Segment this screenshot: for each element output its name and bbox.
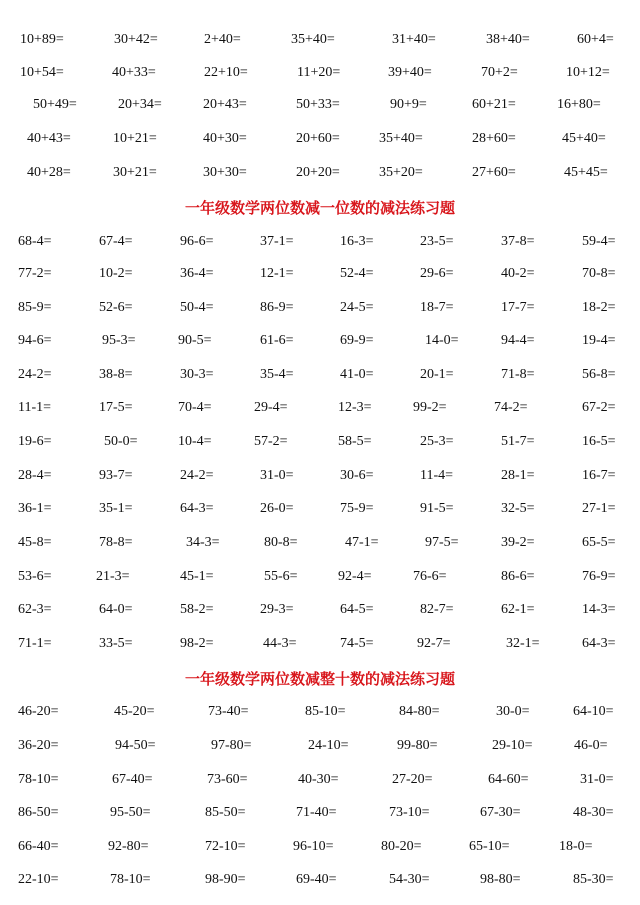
problem: 11-4= — [420, 468, 454, 483]
problem: 95-3= — [102, 333, 136, 348]
problem: 72-10= — [205, 839, 246, 854]
section2-row — [0, 535, 640, 565]
problem: 97-5= — [425, 535, 459, 550]
problem: 20+34= — [118, 97, 162, 112]
section2-row — [0, 602, 640, 632]
problem: 50-0= — [104, 434, 138, 449]
problem: 28+60= — [472, 131, 516, 146]
problem: 10-4= — [178, 434, 212, 449]
problem: 24-5= — [340, 300, 374, 315]
problem: 25-3= — [420, 434, 454, 449]
problem: 62-3= — [18, 602, 52, 617]
problem: 10+54= — [20, 65, 64, 80]
problem: 40+28= — [27, 165, 71, 180]
problem: 94-50= — [115, 738, 156, 753]
problem: 45-1= — [180, 569, 214, 584]
problem: 44-3= — [263, 636, 297, 651]
problem: 84-80= — [399, 704, 440, 719]
section2-row — [0, 266, 640, 296]
section2-row — [0, 501, 640, 531]
section2-row — [0, 636, 640, 666]
problem: 35+40= — [379, 131, 423, 146]
problem: 62-1= — [501, 602, 535, 617]
problem: 96-6= — [180, 234, 214, 249]
problem: 22-10= — [18, 872, 59, 887]
problem: 16-5= — [582, 434, 616, 449]
problem: 50+49= — [33, 97, 77, 112]
problem: 40-30= — [298, 772, 339, 787]
problem: 50-4= — [180, 300, 214, 315]
problem: 94-6= — [18, 333, 52, 348]
problem: 16-7= — [582, 468, 616, 483]
section3-title: 一年级数学两位数减整十数的减法练习题 — [184, 670, 455, 688]
problem: 86-9= — [260, 300, 294, 315]
problem: 51-7= — [501, 434, 535, 449]
problem: 69-40= — [296, 872, 337, 887]
problem: 80-8= — [264, 535, 298, 550]
problem: 40-2= — [501, 266, 535, 281]
problem: 64-10= — [573, 704, 614, 719]
problem: 28-1= — [501, 468, 535, 483]
problem: 18-2= — [582, 300, 616, 315]
problem: 98-80= — [480, 872, 521, 887]
problem: 75-9= — [340, 501, 374, 516]
problem: 93-7= — [99, 468, 133, 483]
problem: 22+10= — [204, 65, 248, 80]
problem: 58-2= — [180, 602, 214, 617]
problem: 30+42= — [114, 32, 158, 47]
problem: 20+60= — [296, 131, 340, 146]
section3-row — [0, 872, 640, 902]
section3-row — [0, 738, 640, 768]
problem: 38+40= — [486, 32, 530, 47]
problem: 29-10= — [492, 738, 533, 753]
problem: 64-60= — [488, 772, 529, 787]
section1-row — [0, 131, 640, 161]
problem: 35+20= — [379, 165, 423, 180]
problem: 12-3= — [338, 400, 372, 415]
problem: 96-10= — [293, 839, 334, 854]
problem: 11+20= — [297, 65, 341, 80]
problem: 32-1= — [506, 636, 540, 651]
problem: 40+33= — [112, 65, 156, 80]
problem: 64-3= — [582, 636, 616, 651]
problem: 29-3= — [260, 602, 294, 617]
problem: 31-0= — [260, 468, 294, 483]
problem: 55-6= — [264, 569, 298, 584]
problem: 71-8= — [501, 367, 535, 382]
problem: 46-20= — [18, 704, 59, 719]
problem: 16-3= — [340, 234, 374, 249]
problem: 29-4= — [254, 400, 288, 415]
problem: 14-3= — [582, 602, 616, 617]
problem: 28-4= — [18, 468, 52, 483]
problem: 99-80= — [397, 738, 438, 753]
problem: 71-40= — [296, 805, 337, 820]
problem: 52-4= — [340, 266, 374, 281]
problem: 46-0= — [574, 738, 608, 753]
section2-row — [0, 569, 640, 599]
section2-row — [0, 468, 640, 498]
problem: 24-10= — [308, 738, 349, 753]
problem: 98-2= — [180, 636, 214, 651]
problem: 30-6= — [340, 468, 374, 483]
problem: 31+40= — [392, 32, 436, 47]
problem: 37-1= — [260, 234, 294, 249]
problem: 38-8= — [99, 367, 133, 382]
problem: 54-30= — [389, 872, 430, 887]
problem: 29-6= — [420, 266, 454, 281]
problem: 70-8= — [582, 266, 616, 281]
problem: 24-2= — [18, 367, 52, 382]
problem: 47-1= — [345, 535, 379, 550]
problem: 10+12= — [566, 65, 610, 80]
problem: 40+43= — [27, 131, 71, 146]
section1-row — [0, 65, 640, 95]
problem: 45-20= — [114, 704, 155, 719]
problem: 32-5= — [501, 501, 535, 516]
problem: 85-30= — [573, 872, 614, 887]
section2-row — [0, 333, 640, 363]
problem: 19-4= — [582, 333, 616, 348]
problem: 85-50= — [205, 805, 246, 820]
problem: 60+21= — [472, 97, 516, 112]
section1-row — [0, 32, 640, 62]
problem: 14-0= — [425, 333, 459, 348]
problem: 78-10= — [18, 772, 59, 787]
section2-row — [0, 367, 640, 397]
section3-row — [0, 805, 640, 835]
problem: 10+89= — [20, 32, 64, 47]
problem: 19-6= — [18, 434, 52, 449]
problem: 36-1= — [18, 501, 52, 516]
problem: 21-3= — [96, 569, 130, 584]
problem: 85-9= — [18, 300, 52, 315]
section2-title: 一年级数学两位数减一位数的减法练习题 — [184, 199, 455, 217]
problem: 90+9= — [390, 97, 427, 112]
problem: 36-20= — [18, 738, 59, 753]
problem: 86-6= — [501, 569, 535, 584]
problem: 17-5= — [99, 400, 133, 415]
problem: 74-2= — [494, 400, 528, 415]
problem: 70-4= — [178, 400, 212, 415]
problem: 74-5= — [340, 636, 374, 651]
problem: 92-80= — [108, 839, 149, 854]
problem: 10+21= — [113, 131, 157, 146]
problem: 66-40= — [18, 839, 59, 854]
problem: 34-3= — [186, 535, 220, 550]
problem: 70+2= — [481, 65, 518, 80]
problem: 65-5= — [582, 535, 616, 550]
problem: 78-8= — [99, 535, 133, 550]
problem: 33-5= — [99, 636, 133, 651]
problem: 99-2= — [413, 400, 447, 415]
problem: 57-2= — [254, 434, 288, 449]
problem: 48-30= — [573, 805, 614, 820]
problem: 16+80= — [557, 97, 601, 112]
problem: 86-50= — [18, 805, 59, 820]
section3-row — [0, 772, 640, 802]
problem: 64-0= — [99, 602, 133, 617]
problem: 65-10= — [469, 839, 510, 854]
problem: 64-5= — [340, 602, 374, 617]
problem: 80-20= — [381, 839, 422, 854]
problem: 59-4= — [582, 234, 616, 249]
problem: 10-2= — [99, 266, 133, 281]
problem: 26-0= — [260, 501, 294, 516]
problem: 94-4= — [501, 333, 535, 348]
problem: 53-6= — [18, 569, 52, 584]
problem: 30+30= — [203, 165, 247, 180]
problem: 52-6= — [99, 300, 133, 315]
problem: 73-10= — [389, 805, 430, 820]
problem: 12-1= — [260, 266, 294, 281]
problem: 41-0= — [340, 367, 374, 382]
problem: 30+21= — [113, 165, 157, 180]
problem: 50+33= — [296, 97, 340, 112]
problem: 31-0= — [580, 772, 614, 787]
problem: 45-8= — [18, 535, 52, 550]
problem: 73-40= — [208, 704, 249, 719]
problem: 27+60= — [472, 165, 516, 180]
problem: 39+40= — [388, 65, 432, 80]
problem: 61-6= — [260, 333, 294, 348]
problem: 92-4= — [338, 569, 372, 584]
problem: 68-4= — [18, 234, 52, 249]
problem: 67-40= — [112, 772, 153, 787]
problem: 36-4= — [180, 266, 214, 281]
section3-row — [0, 839, 640, 869]
problem: 18-7= — [420, 300, 454, 315]
problem: 97-80= — [211, 738, 252, 753]
section3-row — [0, 704, 640, 734]
problem: 85-10= — [305, 704, 346, 719]
problem: 73-60= — [207, 772, 248, 787]
section2-row — [0, 234, 640, 264]
problem: 20+20= — [296, 165, 340, 180]
problem: 95-50= — [110, 805, 151, 820]
problem: 24-2= — [180, 468, 214, 483]
problem: 27-20= — [392, 772, 433, 787]
problem: 92-7= — [417, 636, 451, 651]
problem: 40+30= — [203, 131, 247, 146]
problem: 37-8= — [501, 234, 535, 249]
problem: 56-8= — [582, 367, 616, 382]
problem: 98-90= — [205, 872, 246, 887]
problem: 77-2= — [18, 266, 52, 281]
problem: 67-2= — [582, 400, 616, 415]
problem: 67-30= — [480, 805, 521, 820]
problem: 23-5= — [420, 234, 454, 249]
problem: 45+45= — [564, 165, 608, 180]
problem: 2+40= — [204, 32, 241, 47]
problem: 20-1= — [420, 367, 454, 382]
problem: 27-1= — [582, 501, 616, 516]
section1-row — [0, 165, 640, 195]
section2-row — [0, 300, 640, 330]
problem: 90-5= — [178, 333, 212, 348]
problem: 35+40= — [291, 32, 335, 47]
problem: 11-1= — [18, 400, 52, 415]
problem: 30-3= — [180, 367, 214, 382]
problem: 30-0= — [496, 704, 530, 719]
problem: 67-4= — [99, 234, 133, 249]
problem: 60+4= — [577, 32, 614, 47]
problem: 58-5= — [338, 434, 372, 449]
problem: 35-1= — [99, 501, 133, 516]
problem: 35-4= — [260, 367, 294, 382]
problem: 78-10= — [110, 872, 151, 887]
problem: 69-9= — [340, 333, 374, 348]
section2-row — [0, 400, 640, 430]
problem: 20+43= — [203, 97, 247, 112]
problem: 18-0= — [559, 839, 593, 854]
section1-row — [0, 97, 640, 127]
problem: 64-3= — [180, 501, 214, 516]
problem: 91-5= — [420, 501, 454, 516]
problem: 17-7= — [501, 300, 535, 315]
problem: 82-7= — [420, 602, 454, 617]
problem: 76-9= — [582, 569, 616, 584]
problem: 71-1= — [18, 636, 52, 651]
section2-row — [0, 434, 640, 464]
problem: 39-2= — [501, 535, 535, 550]
problem: 76-6= — [413, 569, 447, 584]
problem: 45+40= — [562, 131, 606, 146]
